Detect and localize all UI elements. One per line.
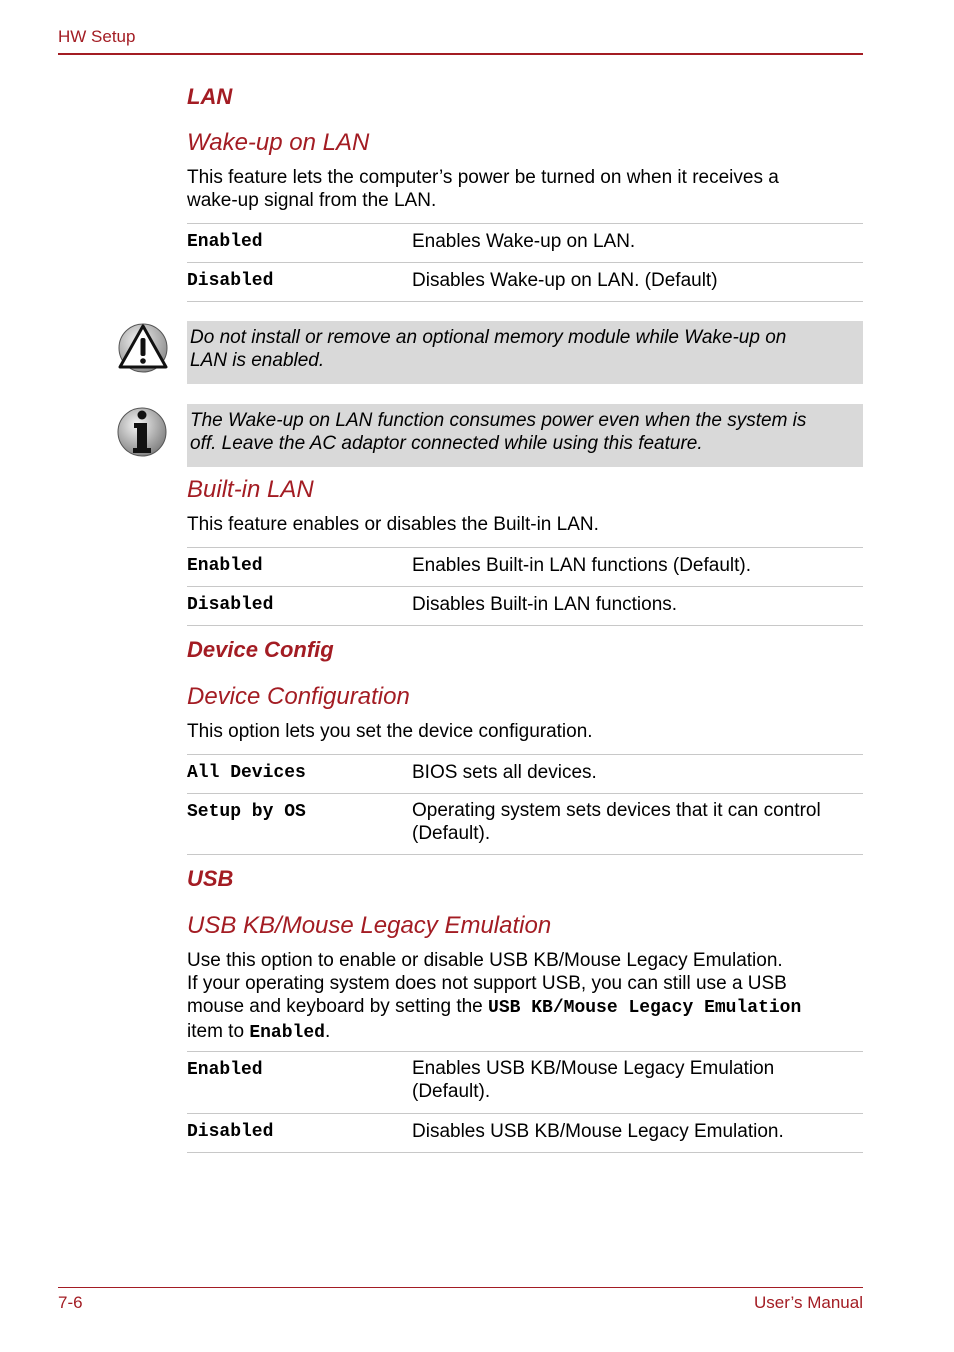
- builtin-lan-options-table: [187, 547, 863, 626]
- running-header: HW Setup: [58, 27, 136, 46]
- section-heading-usb: USB: [187, 866, 234, 891]
- table-row: [187, 547, 863, 586]
- option-key: All Devices: [187, 763, 306, 783]
- option-key: Disabled: [187, 271, 274, 291]
- option-key: Enabled: [187, 1060, 263, 1080]
- option-value: Enables Wake-up on LAN.: [412, 231, 636, 252]
- builtin-lan-description: This feature enables or disables the Built-in LAN.: [187, 514, 599, 535]
- subheading-builtin-lan: Built-in LAN: [187, 476, 314, 503]
- table-row: [187, 793, 863, 855]
- option-value: BIOS sets all devices.: [412, 762, 597, 783]
- option-value: Disables Built-in LAN functions.: [412, 594, 678, 615]
- option-key: Enabled: [187, 232, 263, 252]
- table-row: [187, 754, 863, 793]
- option-value: Disables USB KB/Mouse Legacy Emulation.: [412, 1121, 784, 1142]
- warning-triangle-icon: [116, 320, 170, 374]
- usb-description: Use this option to enable or disable USB KB/Mouse Legacy Emulation. If your operating system does not support USB, you can still use a USB mouse and keyboard by setting the USB KB/Mouse Legacy Emulation item to Enabled.: [187, 950, 802, 1043]
- table-row: [187, 1051, 863, 1113]
- option-key: Setup by OS: [187, 802, 306, 822]
- wakeup-description: This feature lets the computer’s power be turned on when it receives a wake-up signal from the LAN.: [187, 167, 779, 211]
- wakeup-options-table: [187, 223, 863, 302]
- option-value: Disables Wake-up on LAN. (Default): [412, 270, 718, 291]
- header-rule: [58, 53, 863, 55]
- option-value: Enables Built-in LAN functions (Default).: [412, 555, 751, 576]
- option-key: Disabled: [187, 1122, 274, 1142]
- table-row: [187, 223, 863, 262]
- section-heading-device-config: Device Config: [187, 637, 334, 662]
- option-key: Enabled: [187, 556, 263, 576]
- info-note: The Wake-up on LAN function consumes power even when the system is off. Leave the AC adaptor connected while using this feature.: [187, 404, 863, 467]
- table-row: [187, 262, 863, 302]
- section-heading-lan: LAN: [187, 84, 233, 109]
- device-config-options-table: [187, 754, 863, 855]
- info-icon: [116, 404, 170, 458]
- footer-rule: [58, 1287, 863, 1288]
- footer-title: User’s Manual: [754, 1293, 863, 1312]
- subheading-usb-legacy-emulation: USB KB/Mouse Legacy Emulation: [187, 912, 552, 939]
- option-value: Operating system sets devices that it can control (Default).: [412, 800, 821, 844]
- table-row: [187, 1113, 863, 1153]
- device-config-description: This option lets you set the device configuration.: [187, 721, 593, 742]
- warning-note: Do not install or remove an optional memory module while Wake-up on LAN is enabled.: [187, 321, 863, 384]
- subheading-wakeup-on-lan: Wake-up on LAN: [187, 129, 370, 156]
- subheading-device-configuration: Device Configuration: [187, 683, 410, 710]
- option-value: Enables USB KB/Mouse Legacy Emulation (Default).: [412, 1058, 775, 1102]
- usb-options-table: [187, 1051, 863, 1153]
- page-number: 7-6: [58, 1293, 83, 1312]
- table-row: [187, 586, 863, 626]
- option-key: Disabled: [187, 595, 274, 615]
